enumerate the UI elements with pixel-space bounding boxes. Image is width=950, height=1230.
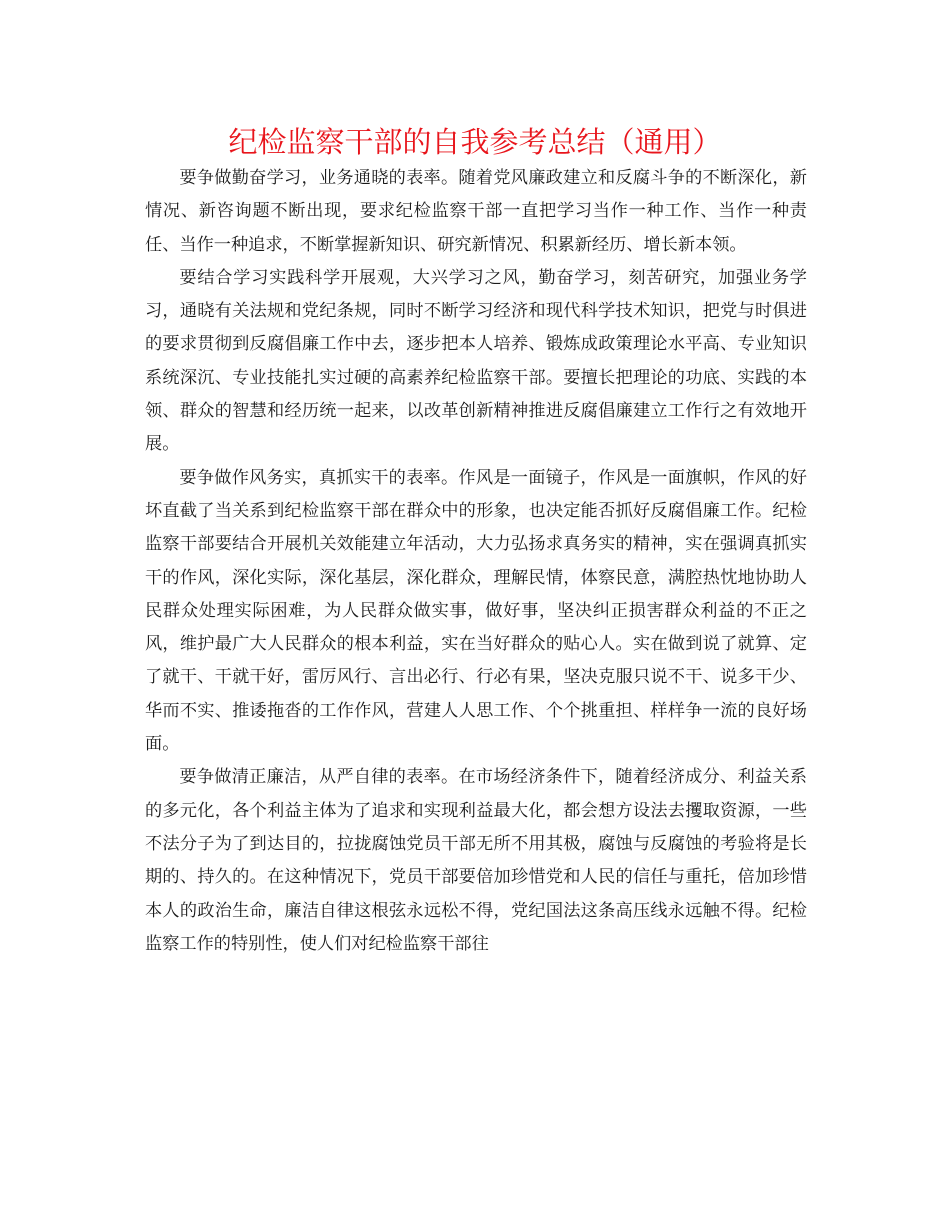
document-body <box>145 162 807 961</box>
paragraph-work-style: 要争做作风务实，真抓实干的表率。作风是一面镜子，作风是一面旗帜，作风的好坏直截了当关系到纪检监察干部在群众中的形象，也决定能否抓好反腐倡廉工作。纪检监察干部要结合开展机关效能建立年活动，大力弘扬求真务实的精神，实在强调真抓实干的作风，深化实际，深化基层，深化群众，理解民情，体察民意，满腔热忱地协助人民群众处理实际困难，为人民群众做实事，做好事，坚决纠正损害群众利益的不正之风，维护最广大人民群众的根本利益，实在当好群众的贴心人。实在做到说了就算、定了就干、干就干好，雷厉风行、言出必行、行必有果，坚决克服只说不干、说多干少、华而不实、推诿拖沓的工作作风，营建人人思工作、个个挑重担、样样争一流的良好场面。 <box>145 467 807 755</box>
document-title: 纪检监察干部的自我参考总结（通用） <box>228 125 722 159</box>
paragraph-study: 要争做勤奋学习，业务通晓的表率。随着党风廉政建立和反腐斗争的不断深化，新情况、新咨询题不断出现，要求纪检监察干部一直把学习当作一种工作、当作一种责任、当作一种追求，不断掌握新知识、研究新情况、积累新经历、增长新本领。 <box>145 168 807 255</box>
paragraph-practice: 要结合学习实践科学开展观，大兴学习之风，勤奋学习，刻苦研究，加强业务学习，通晓有关法规和党纪条规，同时不断学习经济和现代科学技术知识，把党与时俱进的要求贯彻到反腐倡廉工作中去，逐步把本人培养、锻炼成政策理论水平高、专业知识系统深沉、专业技能扎实过硬的高素养纪检监察干部。要擅长把理论的功底、实践的本领、群众的智慧和经历统一起来，以改革创新精神推进反腐倡廉建立工作行之有效地开展。 <box>145 267 807 455</box>
paragraph-integrity: 要争做清正廉洁，从严自律的表率。在市场经济条件下，随着经济成分、利益关系的多元化，各个利益主体为了追求和实现利益最大化，都会想方设法去攫取资源，一些不法分子为了到达目的，拉拢腐蚀党员干部无所不用其极，腐蚀与反腐蚀的考验将是长期的、持久的。在这种情况下，党员干部要倍加珍惜党和人民的信任与重托，倍加珍惜本人的政治生命，廉洁自律这根弦永远松不得，党纪国法这条高压线永远触不得。纪检监察工作的特别性，使人们对纪检监察干部往 <box>145 767 807 954</box>
